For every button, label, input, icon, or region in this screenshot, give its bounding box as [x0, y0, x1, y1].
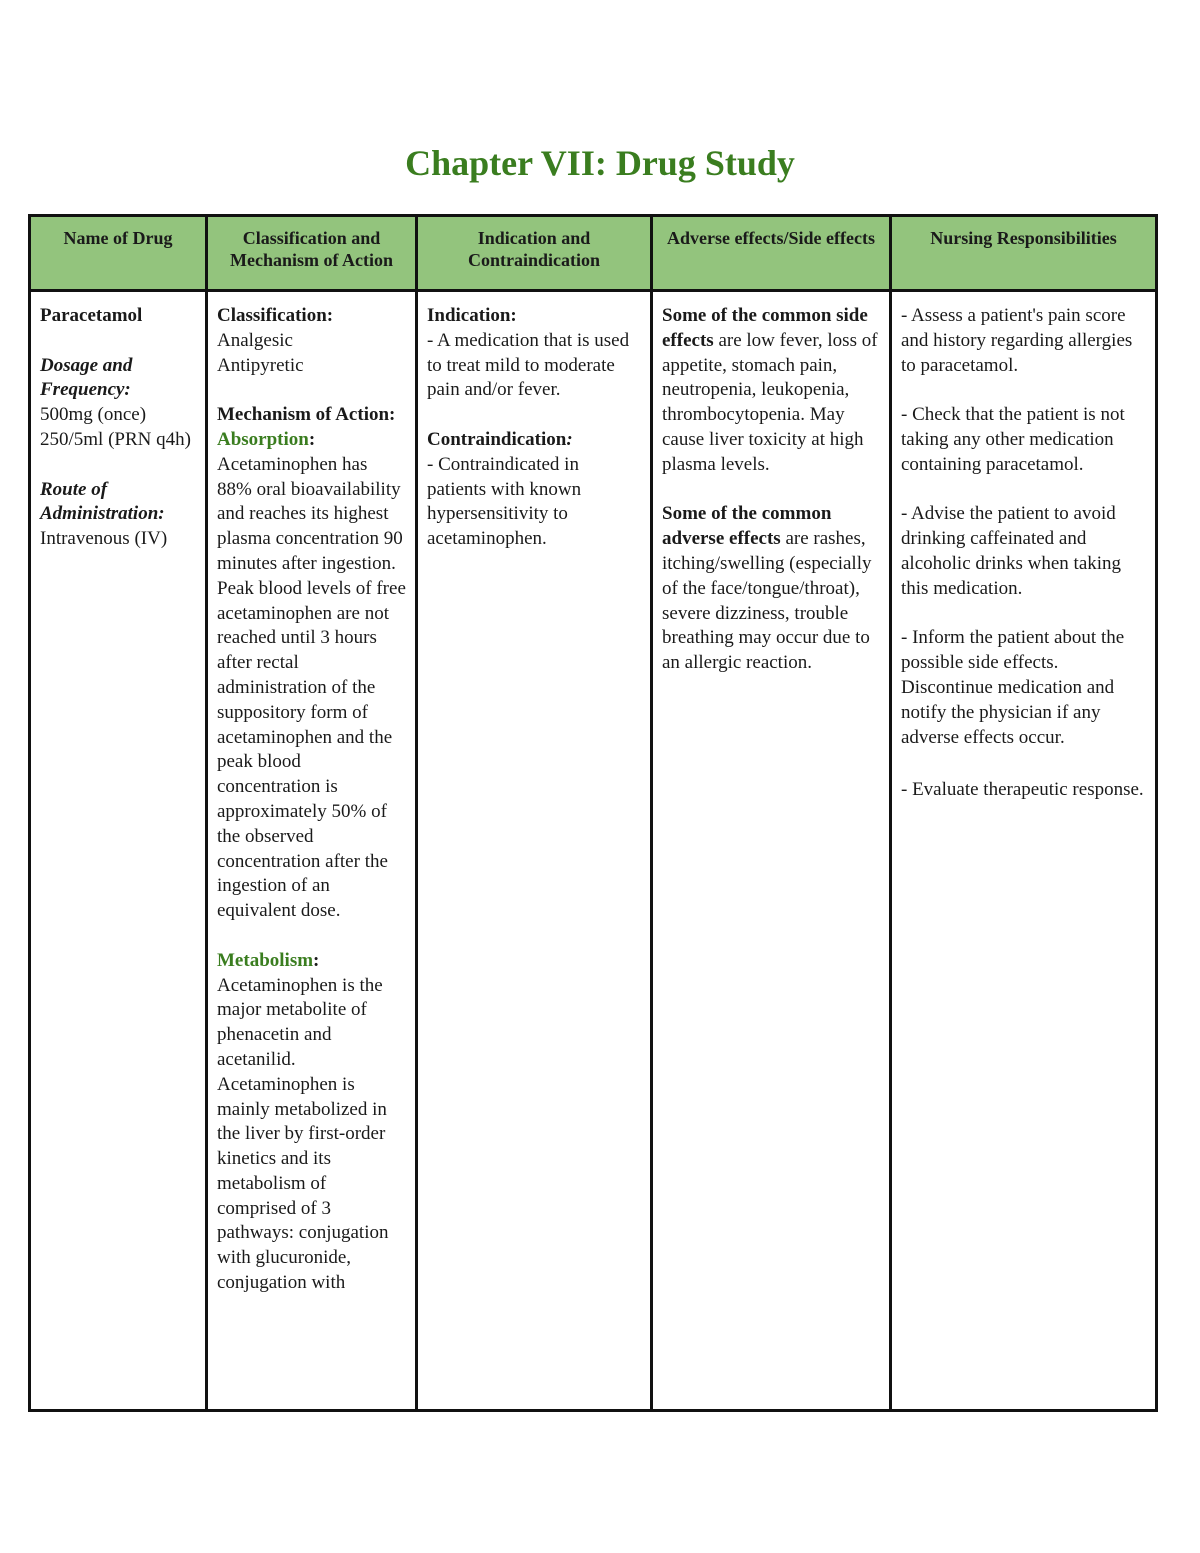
- page-title: Chapter VII: Drug Study: [405, 143, 795, 183]
- contraindication-heading: Contraindication:: [427, 428, 573, 450]
- side-effects-label: Some of the common side effects: [662, 305, 868, 351]
- nursing-item-4: - Inform the patient about the possible side effects. Discontinue medication and notify the physician if any adverse effects occur.: [901, 627, 1125, 748]
- metabolism-label: Metabolism: [217, 949, 314, 971]
- header-adverse-effects: Adverse effects/Side effects: [652, 216, 891, 291]
- absorption-heading: Absorption:: [217, 428, 316, 450]
- nursing-item-5: - Evaluate therapeutic response.: [901, 779, 1144, 801]
- cell-indication: [417, 291, 652, 1411]
- mechanism-label: Mechanism of Action:: [217, 404, 396, 426]
- header-name-of-drug: Name of Drug: [30, 216, 207, 291]
- absorption-label: Absorption: [217, 428, 309, 450]
- metabolism-text: Acetaminophen is the major metabolite of phenacetin and acetanilid. Acetaminophen is mainly metabolized in the liver by first-order kinetics and its metabolism of comprised of 3 pathways: conjugation with glucuronide, conjugation with: [217, 974, 389, 1294]
- dosage-value-2: 250/5ml (PRN q4h): [40, 428, 191, 450]
- dosage-label: Dosage and Frequency:: [40, 354, 133, 401]
- indication-text: - A medication that is used to treat mild to moderate pain and/or fever.: [427, 329, 630, 401]
- route-value: Intravenous (IV): [40, 528, 168, 550]
- contraindication-text: - Contraindicated in patients with known hypersensitivity to acetaminophen.: [427, 453, 582, 550]
- adverse-effects-label: Some of the common adverse effects: [662, 503, 832, 550]
- header-indication: Indication and Contraindication: [417, 216, 652, 291]
- drug-name: Paracetamol: [40, 305, 143, 326]
- table-header-row: [30, 216, 1157, 291]
- nursing-item-2: - Check that the patient is not taking any other medication containing paracetamol.: [901, 404, 1125, 475]
- cell-classification: [207, 291, 417, 1411]
- cell-adverse-effects: [652, 291, 891, 1411]
- adverse-effects-paragraph: [662, 502, 880, 676]
- cell-drug-name: [30, 291, 207, 1411]
- indication-label: Indication:: [427, 305, 517, 326]
- nursing-item-1: - Assess a patient's pain score and history regarding allergies to paracetamol.: [901, 305, 1133, 376]
- route-label: Route of Administration:: [40, 478, 165, 525]
- header-classification: Classification and Mechanism of Action: [207, 216, 417, 291]
- cell-nursing-responsibilities: [891, 291, 1157, 1411]
- absorption-text: Acetaminophen has 88% oral bioavailability and reaches its highest plasma concentration 90 minutes after ingestion. Peak blood levels of free acetaminophen are not reached until 3 hours after rectal administration of the suppository form of acetaminophen and the peak blood concentration is approximately 50% of the observed concentration after the ingestion of an equivalent dose.: [217, 453, 406, 922]
- side-effects-text: are low fever, loss of appetite, stomach pain, neutropenia, leukopenia, thrombocytopenia. May cause liver toxicity at high plasma levels.: [662, 329, 878, 475]
- dosage-value-1: 500mg (once): [40, 404, 147, 426]
- contraindication-label: Contraindication: [427, 428, 567, 450]
- side-effects-paragraph: [662, 304, 880, 478]
- classification-label: Classification:: [217, 305, 334, 326]
- classification-value-1: Analgesic: [217, 329, 293, 351]
- header-nursing-responsibilities: Nursing Responsibilities: [891, 216, 1157, 291]
- table-row: [30, 291, 1157, 1411]
- classification-value-2: Antipyretic: [217, 354, 304, 376]
- nursing-item-3: - Advise the patient to avoid drinking caffeinated and alcoholic drinks when taking this medication.: [901, 503, 1122, 599]
- adverse-effects-text: are rashes, itching/swelling (especially of the face/tongue/throat), severe dizziness, trouble breathing may occur due to an allergic reaction.: [662, 528, 872, 674]
- drug-study-table: [28, 214, 1158, 1412]
- metabolism-heading: Metabolism:: [217, 949, 320, 971]
